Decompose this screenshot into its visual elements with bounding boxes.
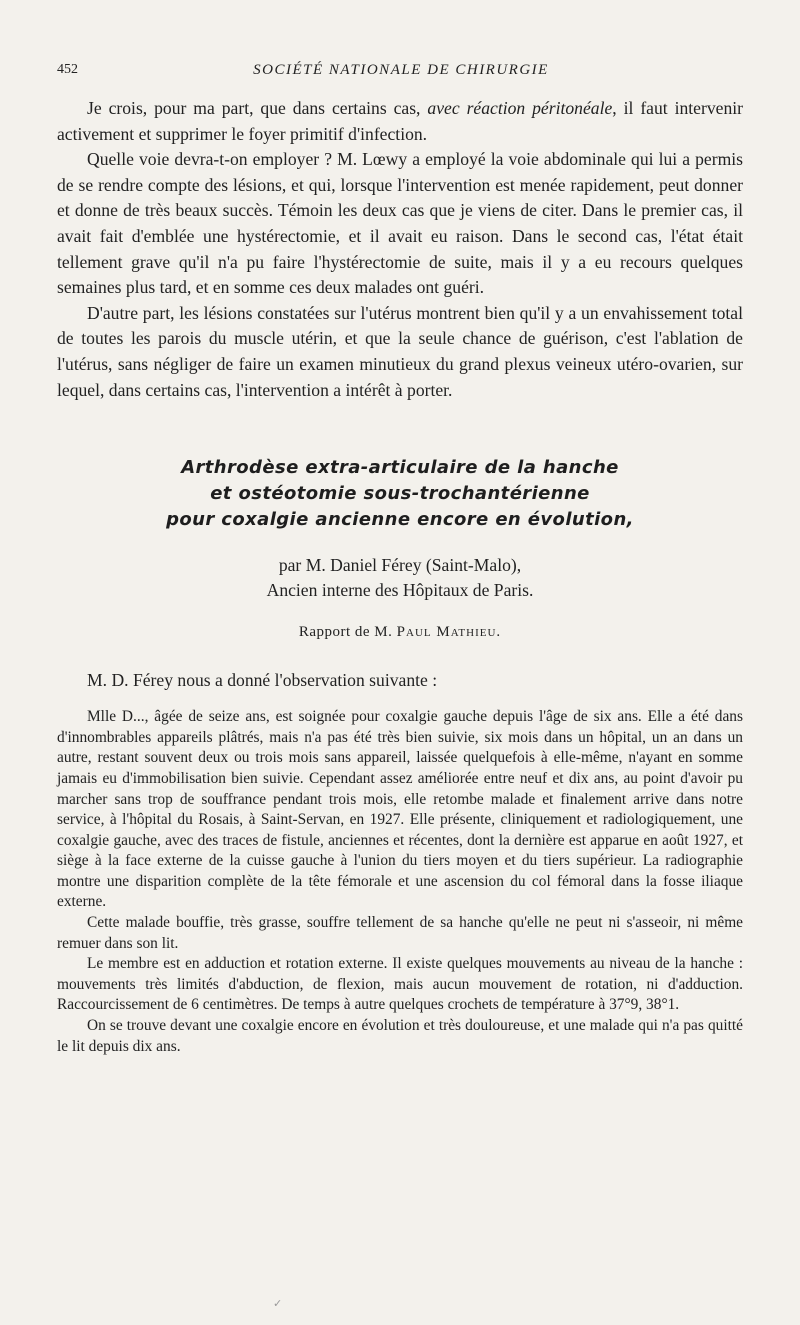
discussion-section: [57, 96, 743, 403]
italic-phrase: avec réaction péritonéale: [427, 98, 613, 118]
running-title: SOCIÉTÉ NATIONALE DE CHIRURGIE: [253, 62, 549, 78]
article-title: [57, 455, 743, 533]
author-name: par M. Daniel Férey (Saint-Malo),: [278, 555, 522, 576]
paragraph: [57, 96, 743, 147]
rapporteur-name: Paul Mathieu.: [396, 624, 502, 641]
paragraph: D'autre part, les lésions constatées sur l'utérus montrent bien qu'il y a un envahissement total de toutes les parois du muscle utérin, et que la seule chance de guérison, c'est l'ablation de l'utérus, sans négliger de faire un examen minutieux du grand plexus veineux utéro-ovarien, sur lequel, dans certains cas, l'intervention a intérêt à porter.: [57, 302, 743, 400]
pencil-mark: ✓: [273, 1298, 283, 1310]
author-affiliation: Ancien interne des Hôpitaux de Paris.: [266, 580, 534, 601]
text-run: , il faut intervenir activement et supprimer le foyer primitif d'infection.: [57, 98, 743, 144]
page-number: 452: [57, 62, 78, 77]
title-line: Arthrodèse extra-articulaire de la hanche: [181, 457, 619, 479]
paragraph: Mlle D..., âgée de seize ans, est soignée pour coxalgie gauche depuis l'âge de six ans. Elle a été dans d'innombrables appareils plâtrés, mais n'a pas été très bien suivie, six mois dans un hôpital, un an dans un autre, restant souvent deux ou trois mois sans appareil, laissée quelquefois à elle-même, n'ayant en somme jamais eu d'immobilisation bien suivie. Cependant assez améliorée entre neuf et dix ans, au point d'avoir pu marcher sans trop de souffrance pendant trois mois, elle retombe malade et finalement arrive dans notre service, à l'hôpital du Rosais, à Saint-Servan, en 1927. Elle présente, cliniquement et radiologiquement, une coxalgie gauche, avec des traces de fistule, anciennes et récentes, dont la dernière est apparue en août 1927, et siège à la face externe de la cuisse gauche à l'union du tiers moyen et du tiers supérieur. La radiographie montre une disparition complète de la tête fémorale et une ascension du col fémoral dans la fosse iliaque externe.: [57, 708, 743, 911]
text-run: Je crois, pour ma part, que dans certains cas,: [87, 98, 428, 118]
page-body: [57, 96, 743, 1057]
paragraph: Le membre est en adduction et rotation externe. Il existe quelques mouvements au niveau de la hanche : mouvements très limités d'abduction, de flexion, mais aucun mouvement de rotation, ni d'adduction. Raccourcissement de 6 centimètres. De temps à autre quelques crochets de température à 37°9, 38°1.: [57, 955, 743, 1014]
rapport-prefix: Rapport de M.: [298, 624, 397, 641]
rapport-line: [57, 624, 743, 641]
page-header: [57, 62, 745, 79]
title-line: et ostéotomie sous-trochantérienne: [210, 483, 590, 505]
paragraph: Cette malade bouffie, très grasse, souffre tellement de sa hanche qu'elle ne peut ni s'asseoir, ni même remuer dans son lit.: [57, 914, 743, 952]
title-line: pour coxalgie ancienne encore en évolution,: [166, 509, 634, 531]
observation-section: [57, 707, 743, 1057]
paragraph: Quelle voie devra-t-on employer ? M. Lœwy a employé la voie abdominale qui lui a permis de se rendre compte des lésions, et qui, lorsque l'intervention est menée rapidement, peut donner et donne de très beaux succès. Témoin les deux cas que je viens de citer. Dans le premier cas, il avait fait d'emblée une hystérectomie, et il avait eu raison. Dans le second cas, l'état était tellement grave qu'il n'a pu faire l'hystérectomie de suite, mais il y a eu recours quelques semaines plus tard, et en somme ces deux malades ont guéri.: [57, 149, 743, 298]
observation-intro: M. D. Férey nous a donné l'observation suivante :: [87, 670, 438, 691]
author-block: [57, 553, 743, 603]
paragraph: On se trouve devant une coxalgie encore en évolution et très douloureuse, et une malade qui n'a pas quitté le lit depuis dix ans.: [57, 1017, 743, 1055]
